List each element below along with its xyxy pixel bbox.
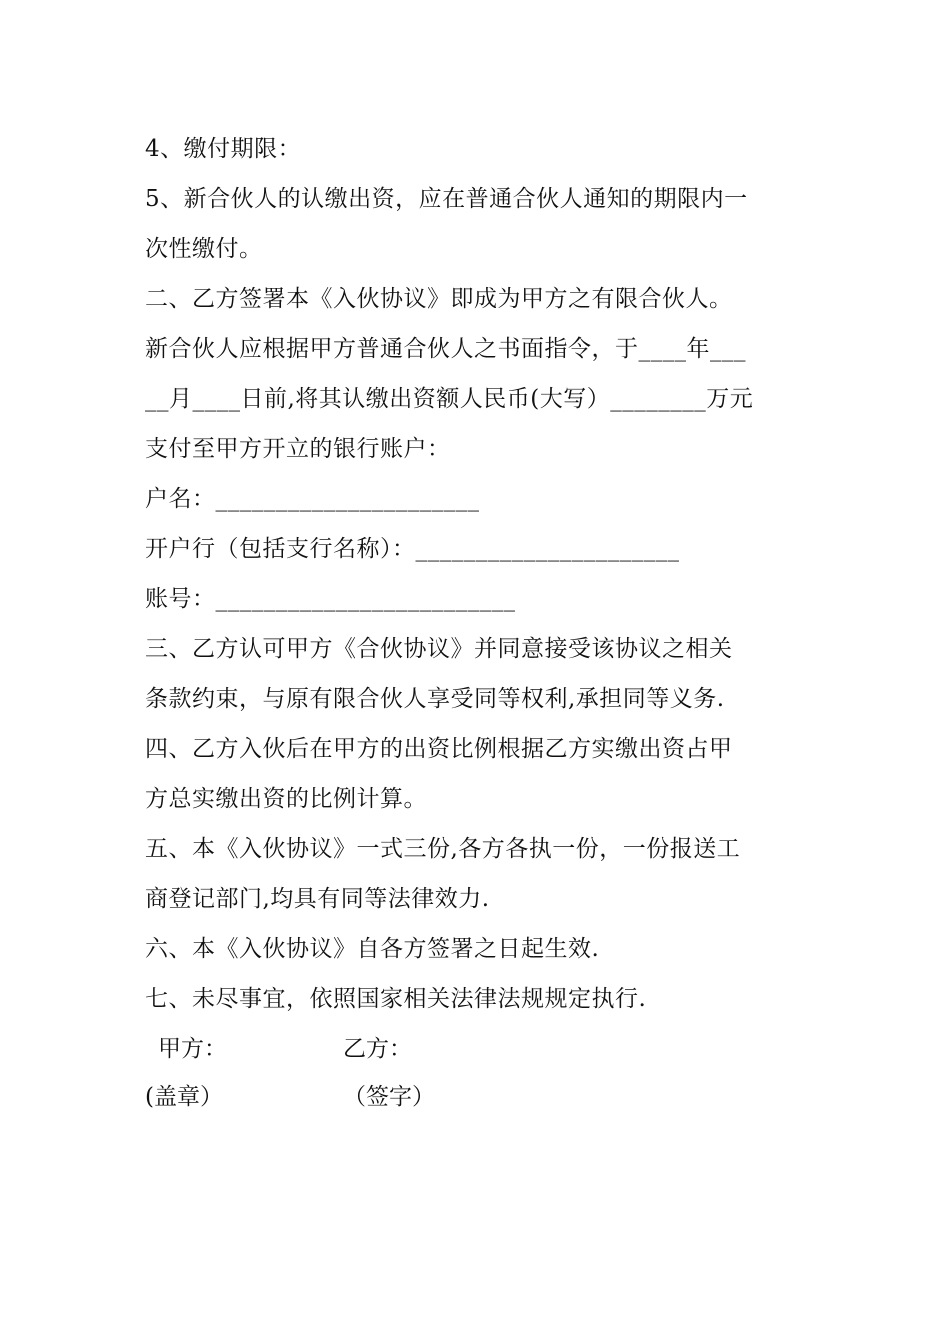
text-line: 七、未尽事宜，依照国家相关法律法规规定执行. [145,986,647,1012]
text-line: 三、乙方认可甲方《合伙协议》并同意接受该协议之相关 [145,636,733,662]
text-line: __月____日前,将其认缴出资额人民币(大写）________万元 [145,386,754,412]
text-line: 方总实缴出资的比例计算。 [145,786,427,812]
text-line: 支付至甲方开立的银行账户： [145,436,451,462]
text-line: 四、乙方入伙后在甲方的出资比例根据乙方实缴出资占甲 [145,736,733,762]
text-line: 4、缴付期限： [145,136,302,162]
text-line: 条款约束，与原有限合伙人享受同等权利,承担同等义务. [145,686,725,712]
party-a-seal-note: (盖章） [145,1084,223,1110]
party-b-signature-note: （签字） [343,1084,435,1110]
text-line: 二、乙方签署本《入伙协议》即成为甲方之有限合伙人。 [145,286,733,312]
text-line: 六、本《入伙协议》自各方签署之日起生效. [145,936,600,962]
account-number-field: 账号：_________________________ [145,586,516,612]
text-line: 五、本《入伙协议》一式三份,各方各执一份，一份报送工 [145,836,741,862]
text-line: 5、新合伙人的认缴出资，应在普通合伙人通知的期限内一 [145,186,748,212]
party-b-label: 乙方： [343,1036,412,1062]
bank-branch-field: 开户行（包括支行名称）：______________________ [145,536,680,562]
text-line: 新合伙人应根据甲方普通合伙人之书面指令，于____年___ [145,336,746,362]
text-line: 次性缴付。 [145,236,263,262]
party-a-label: 甲方： [158,1036,227,1062]
text-line: 商登记部门,均具有同等法律效力. [145,886,490,912]
account-name-field: 户名：______________________ [145,486,480,512]
